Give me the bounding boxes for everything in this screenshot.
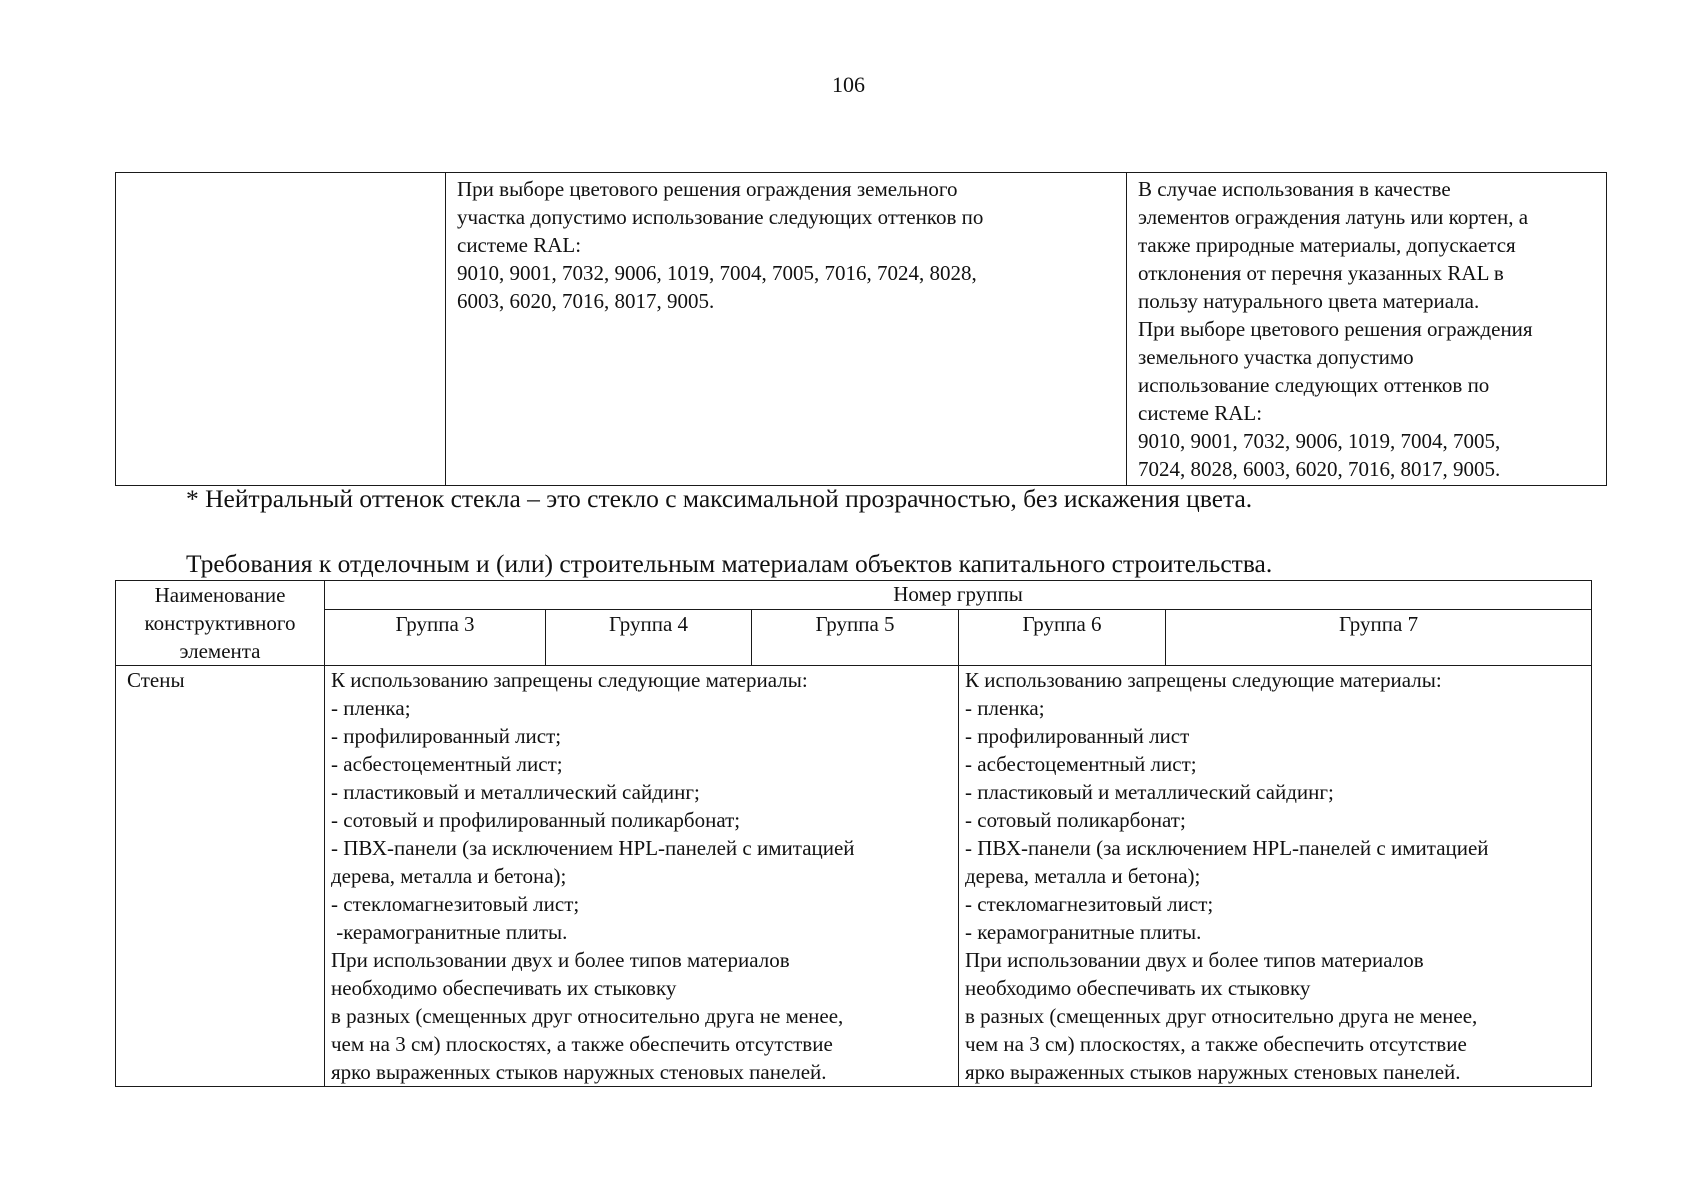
cell-line: При использовании двух и более типов материалов (965, 948, 1424, 972)
table-row (116, 173, 1607, 486)
cell-line: участка допустимо использование следующих оттенков по (457, 205, 984, 229)
groups-3-5-requirements (325, 666, 959, 1087)
cell-line: - ПВХ-панели (за исключением HPL-панелей с имитацией (965, 836, 1489, 860)
cell-line: необходимо обеспечивать их стыковку (965, 976, 1311, 1000)
element-name-header (116, 581, 325, 666)
cell-line: 6003, 6020, 7016, 8017, 9005. (457, 289, 715, 313)
cell-line: В случае использования в качестве (1138, 177, 1451, 201)
group-header: Группа 5 (752, 609, 959, 665)
cell-line: земельного участка допустимо (1138, 345, 1414, 369)
cell-line: чем на 3 см) плоскостях, а также обеспечить отсутствие (965, 1032, 1467, 1056)
cell-line: К использованию запрещены следующие материалы: (331, 668, 808, 692)
table-header-row (116, 609, 1592, 665)
cell-line: чем на 3 см) плоскостях, а также обеспечить отсутствие (331, 1032, 833, 1056)
groups-6-7-requirements (959, 666, 1592, 1087)
page-number: 106 (832, 72, 865, 97)
ral-exceptions-cell (1127, 173, 1607, 486)
group-header: Группа 3 (325, 609, 546, 665)
header-line: конструктивного (144, 611, 296, 635)
group-number-header: Номер группы (325, 581, 1592, 610)
cell-line: - ПВХ-панели (за исключением HPL-панелей с имитацией (331, 836, 855, 860)
cell-line: дерева, металла и бетона); (331, 864, 567, 888)
footnote: * Нейтральный оттенок стекла – это стекло с максимальной прозрачностью, без искажения цвета. (186, 484, 1253, 513)
group-header: Группа 7 (1166, 609, 1592, 665)
section-title: Требования к отделочным и (или) строительным материалам объектов капитального строительства. (186, 549, 1273, 578)
cell-line: в разных (смещенных друг относительно друга не менее, (331, 1004, 844, 1028)
cell-line: использование следующих оттенков по (1138, 373, 1490, 397)
cell-line: 9010, 9001, 7032, 9006, 1019, 7004, 7005, 7016, 7024, 8028, (457, 261, 977, 285)
cell-line: К использованию запрещены следующие материалы: (965, 668, 1442, 692)
cell-line: ярко выраженных стыков наружных стеновых панелей. (331, 1060, 827, 1084)
cell-line: При выборе цветового решения ограждения земельного (457, 177, 958, 201)
cell-line: элементов ограждения латунь или кортен, а (1138, 205, 1529, 229)
cell-line: - пленка; (965, 696, 1045, 720)
cell-line: При использовании двух и более типов материалов (331, 948, 790, 972)
cell-line: - стекломагнезитовый лист; (965, 892, 1214, 916)
cell-line: При выборе цветового решения ограждения (1138, 317, 1533, 341)
element-name-cell: Стены (116, 666, 325, 1087)
cell-line: ярко выраженных стыков наружных стеновых панелей. (965, 1060, 1461, 1084)
cell-line: -керамогранитные плиты. (331, 920, 568, 944)
ral-colors-table (115, 172, 1607, 486)
cell-line: - асбестоцементный лист; (331, 752, 563, 776)
table-row (116, 666, 1592, 1087)
table-header-row (116, 581, 1592, 610)
ral-options-cell (446, 173, 1127, 486)
cell-line: пользу натурального цвета материала. (1138, 289, 1480, 313)
cell-line: - пластиковый и металлический сайдинг; (965, 780, 1334, 804)
cell-line: - сотовый и профилированный поликарбонат; (331, 808, 741, 832)
cell-line: - керамогранитные плиты. (965, 920, 1202, 944)
cell-line: дерева, металла и бетона); (965, 864, 1201, 888)
materials-table (115, 580, 1592, 1087)
cell-line: отклонения от перечня указанных RAL в (1138, 261, 1504, 285)
cell-line: - профилированный лист; (331, 724, 562, 748)
group-header: Группа 4 (546, 609, 752, 665)
cell-line: - сотовый поликарбонат; (965, 808, 1186, 832)
cell-line: также природные материалы, допускается (1138, 233, 1516, 257)
header-line: элемента (179, 639, 261, 663)
header-line: Наименование (154, 583, 286, 607)
cell-line: 7024, 8028, 6003, 6020, 7016, 8017, 9005. (1138, 457, 1501, 481)
cell-line: - профилированный лист (965, 724, 1190, 748)
cell-line: системе RAL: (1138, 401, 1263, 425)
cell-line: необходимо обеспечивать их стыковку (331, 976, 677, 1000)
cell-line: - пластиковый и металлический сайдинг; (331, 780, 700, 804)
cell-line: - пленка; (331, 696, 411, 720)
cell-line: - асбестоцементный лист; (965, 752, 1197, 776)
cell-line: системе RAL: (457, 233, 582, 257)
empty-cell (116, 173, 446, 486)
cell-line: 9010, 9001, 7032, 9006, 1019, 7004, 7005, (1138, 429, 1501, 453)
group-header: Группа 6 (959, 609, 1166, 665)
cell-line: - стекломагнезитовый лист; (331, 892, 580, 916)
cell-line: в разных (смещенных друг относительно друга не менее, (965, 1004, 1478, 1028)
